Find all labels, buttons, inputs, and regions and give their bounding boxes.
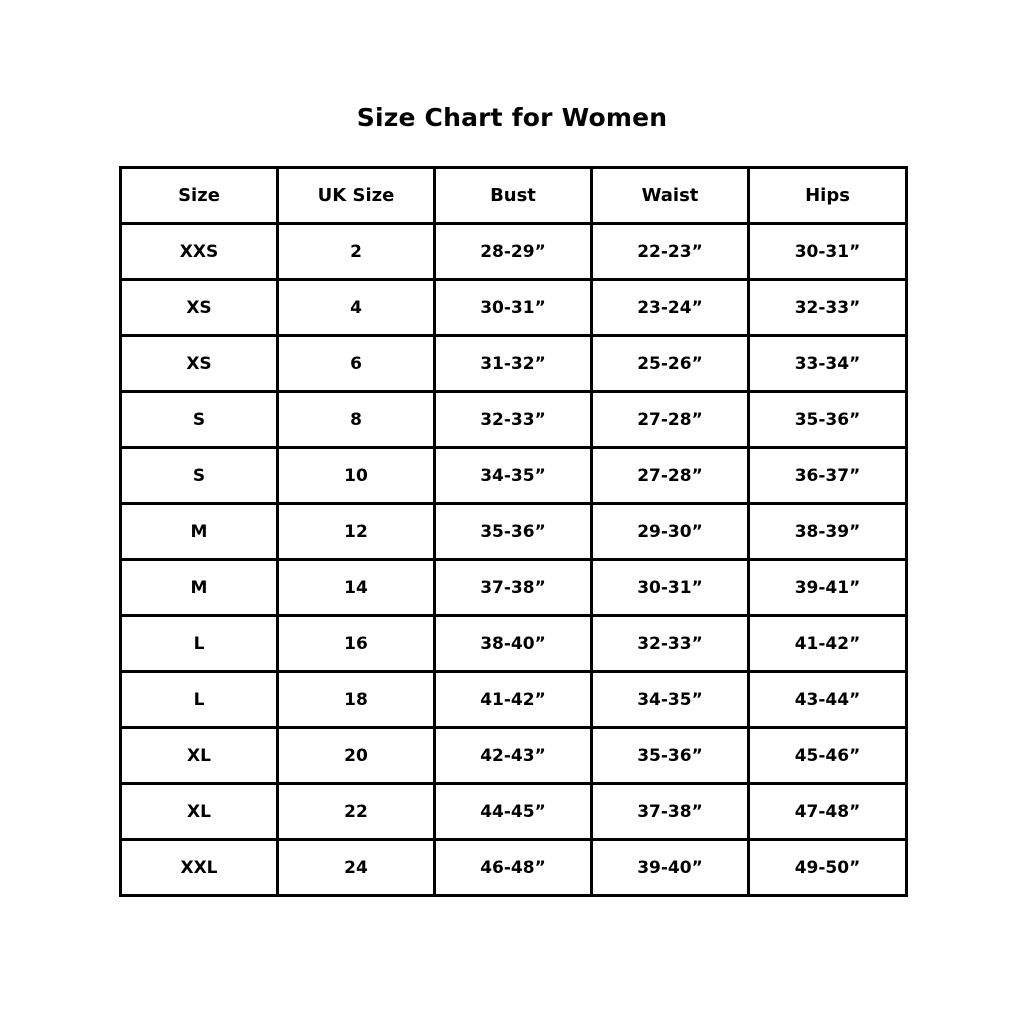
cell-waist: 25-26” — [592, 336, 749, 392]
cell-waist: 23-24” — [592, 280, 749, 336]
cell-hips: 35-36” — [749, 392, 907, 448]
cell-bust: 44-45” — [435, 784, 592, 840]
page-title: Size Chart for Women — [356, 103, 668, 132]
cell-uk: 24 — [278, 840, 435, 896]
column-header-uk-size: UK Size — [278, 168, 435, 224]
cell-size: XL — [121, 728, 278, 784]
cell-waist: 27-28” — [592, 392, 749, 448]
cell-bust: 38-40” — [435, 616, 592, 672]
table-row — [121, 672, 907, 728]
cell-uk: 8 — [278, 392, 435, 448]
cell-size: S — [121, 448, 278, 504]
cell-size: L — [121, 616, 278, 672]
cell-waist: 35-36” — [592, 728, 749, 784]
cell-uk: 2 — [278, 224, 435, 280]
cell-hips: 36-37” — [749, 448, 907, 504]
cell-bust: 28-29” — [435, 224, 592, 280]
cell-hips: 33-34” — [749, 336, 907, 392]
cell-waist: 32-33” — [592, 616, 749, 672]
cell-hips: 49-50” — [749, 840, 907, 896]
cell-waist: 37-38” — [592, 784, 749, 840]
cell-waist: 39-40” — [592, 840, 749, 896]
table-row — [121, 448, 907, 504]
size-chart-table — [119, 166, 908, 897]
cell-size: M — [121, 560, 278, 616]
cell-bust: 41-42” — [435, 672, 592, 728]
table-row — [121, 280, 907, 336]
table-row — [121, 840, 907, 896]
cell-hips: 39-41” — [749, 560, 907, 616]
cell-waist: 30-31” — [592, 560, 749, 616]
cell-bust: 35-36” — [435, 504, 592, 560]
cell-hips: 43-44” — [749, 672, 907, 728]
column-header-waist: Waist — [592, 168, 749, 224]
table-row — [121, 560, 907, 616]
cell-hips: 45-46” — [749, 728, 907, 784]
cell-waist: 29-30” — [592, 504, 749, 560]
cell-hips: 30-31” — [749, 224, 907, 280]
table-row — [121, 784, 907, 840]
column-header-bust: Bust — [435, 168, 592, 224]
cell-bust: 37-38” — [435, 560, 592, 616]
cell-waist: 27-28” — [592, 448, 749, 504]
cell-uk: 14 — [278, 560, 435, 616]
cell-size: XL — [121, 784, 278, 840]
cell-bust: 30-31” — [435, 280, 592, 336]
cell-hips: 32-33” — [749, 280, 907, 336]
cell-size: XS — [121, 336, 278, 392]
cell-bust: 31-32” — [435, 336, 592, 392]
table-header-row — [121, 168, 907, 224]
cell-hips: 41-42” — [749, 616, 907, 672]
cell-size: M — [121, 504, 278, 560]
cell-hips: 47-48” — [749, 784, 907, 840]
cell-size: XS — [121, 280, 278, 336]
cell-uk: 16 — [278, 616, 435, 672]
cell-bust: 42-43” — [435, 728, 592, 784]
table-row — [121, 728, 907, 784]
cell-uk: 18 — [278, 672, 435, 728]
cell-size: XXS — [121, 224, 278, 280]
column-header-size: Size — [121, 168, 278, 224]
cell-size: L — [121, 672, 278, 728]
table-row — [121, 504, 907, 560]
cell-uk: 4 — [278, 280, 435, 336]
column-header-hips: Hips — [749, 168, 907, 224]
table-row — [121, 336, 907, 392]
cell-uk: 22 — [278, 784, 435, 840]
table-row — [121, 392, 907, 448]
cell-uk: 12 — [278, 504, 435, 560]
table-body — [121, 224, 907, 896]
size-chart-table-wrapper — [119, 166, 905, 897]
cell-bust: 46-48” — [435, 840, 592, 896]
cell-size: XXL — [121, 840, 278, 896]
cell-waist: 34-35” — [592, 672, 749, 728]
cell-size: S — [121, 392, 278, 448]
cell-bust: 32-33” — [435, 392, 592, 448]
cell-waist: 22-23” — [592, 224, 749, 280]
cell-hips: 38-39” — [749, 504, 907, 560]
table-row — [121, 224, 907, 280]
table-row — [121, 616, 907, 672]
cell-uk: 10 — [278, 448, 435, 504]
cell-uk: 20 — [278, 728, 435, 784]
cell-bust: 34-35” — [435, 448, 592, 504]
cell-uk: 6 — [278, 336, 435, 392]
